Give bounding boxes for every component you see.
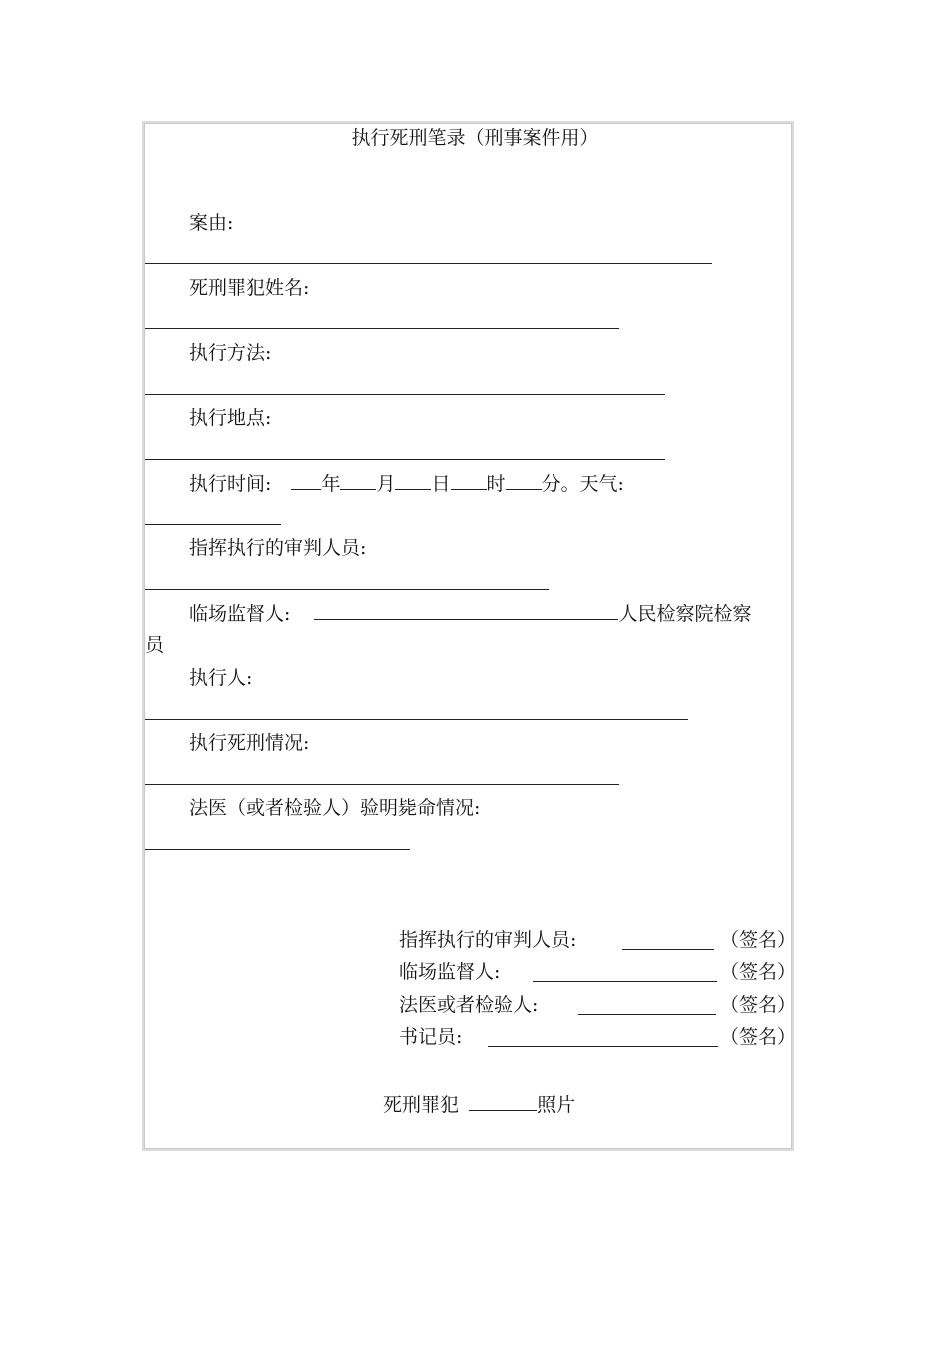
time-row xyxy=(189,471,624,496)
supervisor-label: 临场监督人: xyxy=(189,603,291,625)
supervisor-suffix: 人民检察院检察 xyxy=(618,603,752,625)
signature-line[interactable] xyxy=(622,949,714,950)
forensic-label: 法医（或者检验人）验明毙命情况: xyxy=(189,797,481,819)
signature-suffix: （签名） xyxy=(720,929,797,951)
photo-suffix: 照片 xyxy=(537,1094,576,1116)
day-unit: 日 xyxy=(431,473,451,495)
criminal-name-fill-line[interactable] xyxy=(145,328,619,329)
document-title: 执行死刑笔录（刑事案件用） xyxy=(351,127,599,149)
signature-label: 书记员: xyxy=(399,1026,463,1048)
year-unit: 年 xyxy=(321,473,341,495)
case-fill-line[interactable] xyxy=(145,263,712,264)
execution-status-fill-line[interactable] xyxy=(145,784,619,785)
supervisor-row xyxy=(189,601,751,626)
executor-fill-line[interactable] xyxy=(145,719,688,720)
signature-line[interactable] xyxy=(533,981,717,982)
supervisor-blank[interactable] xyxy=(314,601,618,620)
photo-name-blank[interactable] xyxy=(469,1092,537,1111)
method-fill-line[interactable] xyxy=(145,394,665,395)
weather-fill-line[interactable] xyxy=(145,524,281,525)
signature-line[interactable] xyxy=(578,1014,716,1015)
minute-weather-label: 分。天气: xyxy=(541,473,624,495)
time-label: 执行时间: xyxy=(189,473,272,495)
signature-suffix: （签名） xyxy=(720,1026,797,1048)
hour-unit: 时 xyxy=(486,473,506,495)
executor-label: 执行人: xyxy=(189,667,253,689)
signature-line[interactable] xyxy=(488,1046,718,1047)
signature-label: 临场监督人: xyxy=(399,961,501,983)
month-blank[interactable] xyxy=(340,471,376,490)
photo-prefix: 死刑罪犯 xyxy=(383,1094,460,1116)
day-blank[interactable] xyxy=(395,471,431,490)
minute-blank[interactable] xyxy=(506,471,542,490)
supervisor-suffix-wrap: 员 xyxy=(145,634,165,656)
photo-caption xyxy=(383,1092,575,1117)
commanding-judge-label: 指挥执行的审判人员: xyxy=(189,537,367,559)
commanding-judge-fill-line[interactable] xyxy=(145,589,549,590)
signature-suffix: （签名） xyxy=(720,994,797,1016)
year-blank[interactable] xyxy=(291,471,321,490)
month-unit: 月 xyxy=(376,473,396,495)
case-label: 案由: xyxy=(189,212,234,234)
signature-label: 指挥执行的审判人员: xyxy=(399,929,577,951)
signature-label: 法医或者检验人: xyxy=(399,994,539,1016)
place-label: 执行地点: xyxy=(189,407,272,429)
place-fill-line[interactable] xyxy=(145,459,665,460)
forensic-fill-line[interactable] xyxy=(145,849,410,850)
method-label: 执行方法: xyxy=(189,342,272,364)
hour-blank[interactable] xyxy=(451,471,487,490)
execution-status-label: 执行死刑情况: xyxy=(189,732,310,754)
criminal-name-label: 死刑罪犯姓名: xyxy=(189,277,310,299)
signature-suffix: （签名） xyxy=(720,961,797,983)
